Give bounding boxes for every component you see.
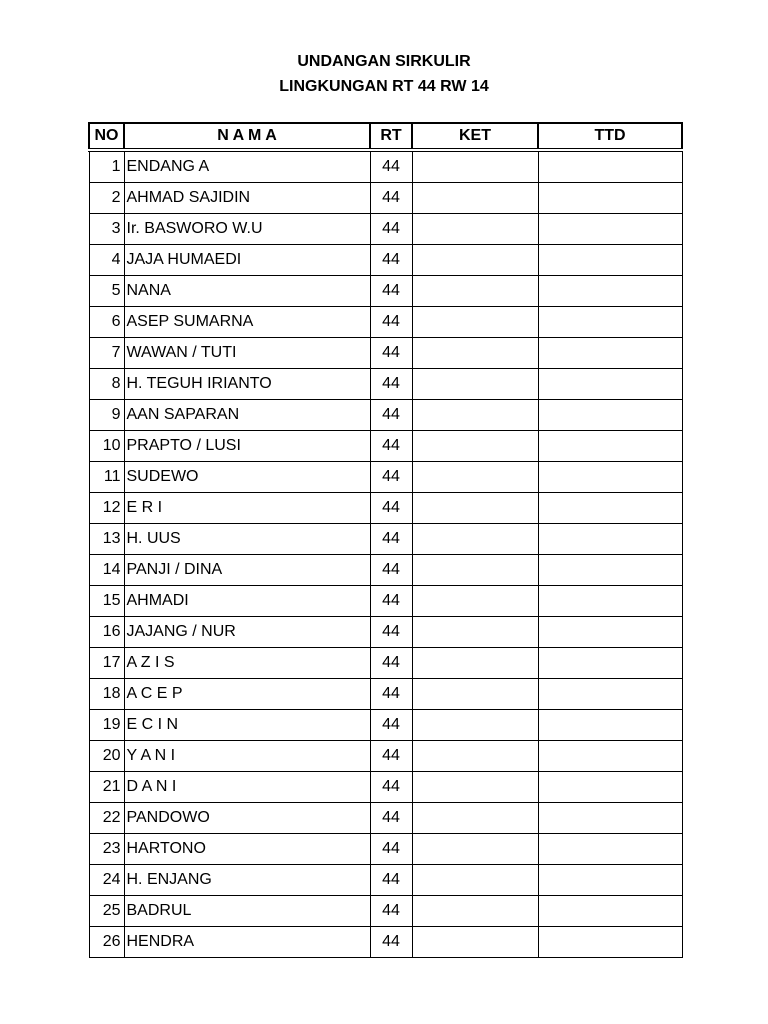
document-subtitle: LINGKUNGAN RT 44 RW 14 [279,78,489,95]
cell-rt: 44 [370,617,412,648]
cell-nama: D A N I [124,772,370,803]
invitation-table [88,122,683,958]
cell-no: 14 [89,555,124,586]
cell-nama: E C I N [124,710,370,741]
cell-ket [412,865,538,896]
cell-nama: A C E P [124,679,370,710]
cell-ket [412,555,538,586]
table-row [89,555,682,586]
cell-no: 12 [89,493,124,524]
cell-nama: HARTONO [124,834,370,865]
cell-rt: 44 [370,524,412,555]
table-row [89,710,682,741]
cell-rt: 44 [370,896,412,927]
cell-ttd [538,679,682,710]
cell-rt: 44 [370,803,412,834]
table-row [89,524,682,555]
cell-no: 5 [89,276,124,307]
cell-nama: NANA [124,276,370,307]
cell-nama: PANDOWO [124,803,370,834]
cell-rt: 44 [370,369,412,400]
cell-rt: 44 [370,245,412,276]
cell-no: 19 [89,710,124,741]
cell-nama: Y A N I [124,741,370,772]
cell-ket [412,834,538,865]
cell-ttd [538,462,682,493]
cell-rt: 44 [370,865,412,896]
cell-ket [412,896,538,927]
cell-nama: JAJA HUMAEDI [124,245,370,276]
cell-rt: 44 [370,183,412,214]
cell-ket [412,369,538,400]
table-row [89,896,682,927]
cell-ttd [538,648,682,679]
cell-ttd [538,524,682,555]
cell-rt: 44 [370,307,412,338]
cell-ket [412,741,538,772]
cell-nama: PANJI / DINA [124,555,370,586]
cell-ket [412,710,538,741]
cell-ket [412,183,538,214]
cell-ket [412,462,538,493]
cell-rt: 44 [370,586,412,617]
cell-ket [412,772,538,803]
cell-ket [412,307,538,338]
table-row [89,338,682,369]
table-row [89,307,682,338]
cell-rt: 44 [370,772,412,803]
table-row [89,617,682,648]
cell-nama: HENDRA [124,927,370,958]
cell-nama: ASEP SUMARNA [124,307,370,338]
cell-nama: Ir. BASWORO W.U [124,214,370,245]
cell-nama: SUDEWO [124,462,370,493]
cell-ttd [538,834,682,865]
cell-ket [412,679,538,710]
cell-ttd [538,245,682,276]
cell-ket [412,524,538,555]
table-row [89,803,682,834]
cell-rt: 44 [370,462,412,493]
cell-no: 10 [89,431,124,462]
cell-ttd [538,150,682,183]
cell-ttd [538,307,682,338]
cell-rt: 44 [370,493,412,524]
cell-ttd [538,772,682,803]
table-row [89,276,682,307]
cell-ttd [538,617,682,648]
cell-nama: H. ENJANG [124,865,370,896]
table-row [89,214,682,245]
cell-rt: 44 [370,214,412,245]
cell-no: 2 [89,183,124,214]
cell-ket [412,927,538,958]
cell-no: 8 [89,369,124,400]
cell-ttd [538,865,682,896]
cell-nama: PRAPTO / LUSI [124,431,370,462]
table-row [89,183,682,214]
cell-ket [412,431,538,462]
cell-ttd [538,214,682,245]
cell-ttd [538,586,682,617]
document-title: UNDANGAN SIRKULIR [297,53,471,70]
cell-rt: 44 [370,741,412,772]
cell-ket [412,617,538,648]
cell-ttd [538,555,682,586]
cell-no: 20 [89,741,124,772]
header-nama: N A M A [124,123,370,150]
table-row [89,462,682,493]
table-row [89,648,682,679]
cell-ttd [538,369,682,400]
cell-ket [412,214,538,245]
cell-ttd [538,803,682,834]
cell-no: 22 [89,803,124,834]
table-row [89,431,682,462]
cell-ket [412,276,538,307]
cell-ket [412,493,538,524]
table-row [89,586,682,617]
table-row [89,927,682,958]
cell-no: 9 [89,400,124,431]
cell-ket [412,803,538,834]
cell-rt: 44 [370,431,412,462]
cell-rt: 44 [370,834,412,865]
cell-no: 7 [89,338,124,369]
cell-no: 21 [89,772,124,803]
cell-rt: 44 [370,555,412,586]
cell-nama: E R I [124,493,370,524]
cell-nama: AAN SAPARAN [124,400,370,431]
cell-nama: ENDANG A [124,150,370,183]
cell-no: 17 [89,648,124,679]
cell-ket [412,648,538,679]
cell-no: 23 [89,834,124,865]
cell-no: 25 [89,896,124,927]
cell-no: 18 [89,679,124,710]
cell-nama: BADRUL [124,896,370,927]
cell-nama: WAWAN / TUTI [124,338,370,369]
cell-ttd [538,927,682,958]
cell-no: 16 [89,617,124,648]
header-ttd: TTD [538,123,682,150]
cell-ket [412,150,538,183]
cell-ket [412,400,538,431]
table-row [89,679,682,710]
cell-nama: H. TEGUH IRIANTO [124,369,370,400]
header-ket: KET [412,123,538,150]
table-row [89,400,682,431]
cell-ttd [538,338,682,369]
cell-no: 15 [89,586,124,617]
header-no: NO [89,123,124,150]
cell-ttd [538,400,682,431]
cell-ttd [538,493,682,524]
cell-ttd [538,710,682,741]
table-row [89,245,682,276]
table-row [89,369,682,400]
table-row [89,834,682,865]
cell-rt: 44 [370,276,412,307]
cell-nama: A Z I S [124,648,370,679]
cell-rt: 44 [370,710,412,741]
table-row [89,865,682,896]
cell-rt: 44 [370,338,412,369]
table-row [89,493,682,524]
cell-rt: 44 [370,679,412,710]
cell-ttd [538,741,682,772]
table-header-row [89,123,682,150]
cell-nama: JAJANG / NUR [124,617,370,648]
cell-no: 3 [89,214,124,245]
table-row [89,772,682,803]
table-row [89,741,682,772]
cell-no: 24 [89,865,124,896]
cell-nama: AHMAD SAJIDIN [124,183,370,214]
cell-rt: 44 [370,927,412,958]
cell-ttd [538,183,682,214]
cell-ket [412,338,538,369]
table-row [89,150,682,183]
cell-no: 26 [89,927,124,958]
cell-ket [412,586,538,617]
cell-rt: 44 [370,400,412,431]
cell-no: 13 [89,524,124,555]
cell-ttd [538,896,682,927]
cell-no: 6 [89,307,124,338]
header-rt: RT [370,123,412,150]
cell-rt: 44 [370,150,412,183]
cell-nama: H. UUS [124,524,370,555]
cell-no: 1 [89,150,124,183]
cell-no: 11 [89,462,124,493]
table-body [89,150,682,958]
cell-rt: 44 [370,648,412,679]
cell-nama: AHMADI [124,586,370,617]
cell-ttd [538,276,682,307]
cell-ttd [538,431,682,462]
cell-no: 4 [89,245,124,276]
cell-ket [412,245,538,276]
